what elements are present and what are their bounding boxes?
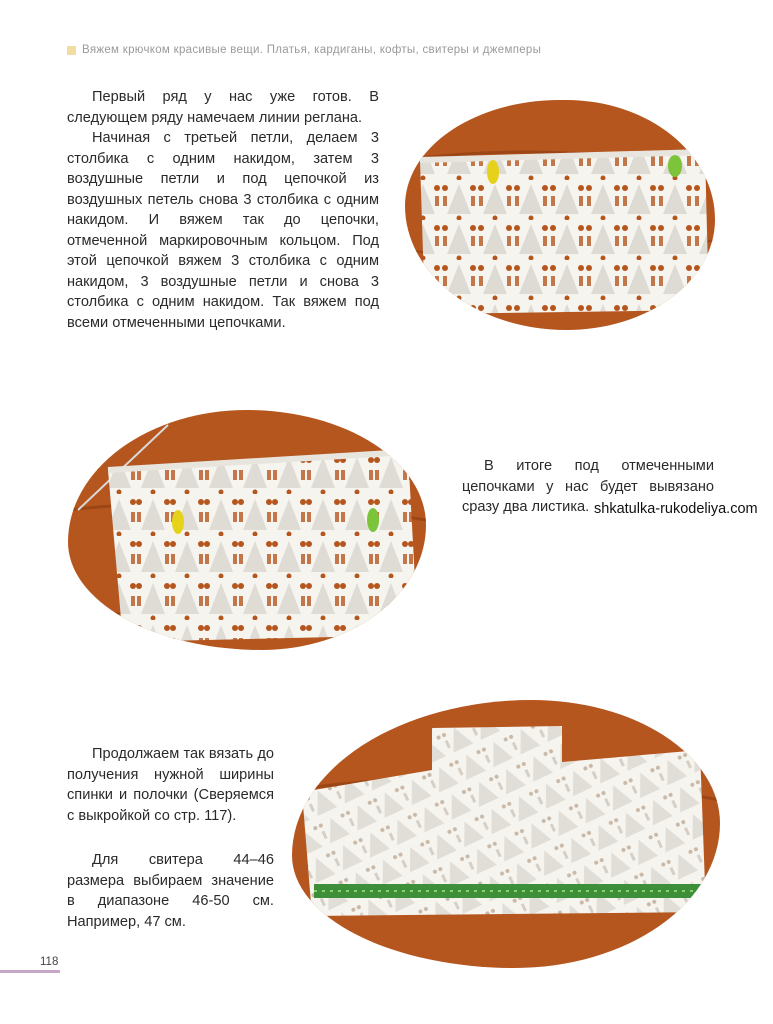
paragraph-2: Начиная с третьей петли, делаем 3 столбика с одним накидом, затем 3 воздушные петли и под цепочкой из воздушных петель снова 3 столбика с одним накидом. И вяжем так до цепочки, отмеченной маркировочным кольцом. Под этой цепочкой вяжем 3 столбика с одним накидом, 3 воздушные петли и снова 3 столбика с одним накидом. Так вяжем под всеми отмеченными цепочками. — [67, 130, 379, 331]
paragraph-3: В итоге под отмеченными цепочками у нас будет вывязано сразу два листика. — [462, 458, 714, 515]
page-number-underline — [0, 970, 60, 973]
watermark: shkatulka-rukodeliya.com — [591, 501, 761, 517]
photo-lace-yoke-tape — [292, 700, 720, 968]
page-number: 118 — [40, 956, 59, 968]
green-marker-ring — [668, 155, 682, 177]
photo-lace-raglan-markers — [405, 100, 715, 330]
paragraph-5: Для свитера 44–46 размера выбираем значение в диапазоне 46-50 см. Например, 47 см. — [67, 852, 274, 930]
yellow-marker-ring — [487, 160, 499, 184]
yellow-marker-ring — [172, 510, 184, 534]
running-header — [67, 44, 541, 56]
paragraph-1: Первый ряд у нас уже готов. В следующем ряду намечаем линии реглана. — [67, 89, 379, 126]
green-marker-ring — [367, 508, 379, 532]
header-square-icon — [67, 46, 76, 55]
header-title: Вяжем крючком красивые вещи. Платья, кардиганы, кофты, свитеры и джемперы — [82, 44, 542, 56]
paragraph-4: Продолжаем так вязать до получения нужной ширины спинки и полочки (Сверяемся с выкройкой со стр. 117). — [67, 746, 274, 824]
photo-lace-two-leaves — [68, 410, 426, 650]
